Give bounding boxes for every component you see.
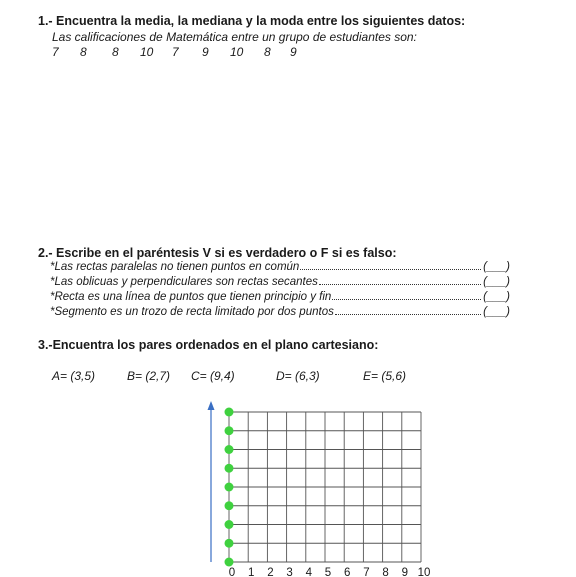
x-tick-label: 1 bbox=[247, 567, 255, 577]
statement-text: *Las oblicuas y perpendiculares son rectas secantes bbox=[50, 276, 318, 288]
statement-text: *Las rectas paralelas no tienen puntos en común bbox=[50, 261, 300, 273]
data-point bbox=[225, 408, 234, 417]
data-point bbox=[225, 445, 234, 454]
q2-title: 2.- Escribe en el paréntesis V si es verdadero o F si es falso: bbox=[38, 246, 397, 260]
answer-blank[interactable]: (___) bbox=[483, 276, 510, 288]
data-point bbox=[225, 483, 234, 492]
q1-subtitle: Las calificaciones de Matemática entre un grupo de estudiantes son: bbox=[52, 30, 417, 44]
statement-text: *Segmento es un trozo de recta limitado por dos puntos bbox=[50, 306, 334, 318]
x-tick-label: 9 bbox=[401, 567, 409, 577]
x-tick-label: 3 bbox=[286, 567, 293, 577]
answer-blank[interactable]: (___) bbox=[483, 261, 510, 273]
data-value: 10 bbox=[230, 45, 244, 59]
data-point bbox=[225, 539, 234, 548]
q1-title: 1.- Encuentra la media, la mediana y la moda entre los siguientes datos: bbox=[38, 14, 466, 28]
ordered-pair-d: D= (6,3) bbox=[276, 369, 320, 383]
answer-blank[interactable]: (___) bbox=[483, 306, 510, 318]
x-tick-label: 7 bbox=[363, 567, 370, 577]
data-value: 8 bbox=[112, 45, 119, 59]
data-value: 8 bbox=[80, 45, 87, 59]
ordered-pair-e: E= (5,6) bbox=[363, 369, 407, 383]
ordered-pair-a: A= (3,5) bbox=[52, 369, 96, 383]
data-value: 7 bbox=[52, 45, 59, 59]
data-point bbox=[225, 464, 234, 473]
data-point bbox=[225, 501, 234, 510]
data-value: 10 bbox=[140, 45, 154, 59]
data-value: 7 bbox=[172, 45, 179, 59]
statement-text: *Recta es una línea de puntos que tienen principio y fin bbox=[50, 291, 332, 303]
x-tick-label: 6 bbox=[343, 567, 351, 577]
x-tick-label: 4 bbox=[305, 567, 313, 577]
data-point bbox=[225, 558, 234, 567]
ordered-pair-c: C= (9,4) bbox=[191, 369, 235, 383]
answer-blank[interactable]: (___) bbox=[483, 291, 510, 303]
x-tick-label: 8 bbox=[382, 567, 389, 577]
y-axis-arrowhead bbox=[208, 401, 215, 410]
q3-title: 3.-Encuentra los pares ordenados en el plano cartesiano: bbox=[38, 338, 379, 352]
x-tick-label: 0 bbox=[228, 567, 236, 577]
data-point bbox=[225, 426, 234, 435]
x-tick-label: 2 bbox=[267, 567, 274, 577]
ordered-pair-b: B= (2,7) bbox=[127, 369, 171, 383]
x-tick-label: 5 bbox=[324, 567, 332, 577]
data-point bbox=[225, 520, 234, 529]
data-value: 9 bbox=[202, 45, 209, 59]
x-tick-label: 10 bbox=[417, 567, 431, 577]
data-value: 8 bbox=[264, 45, 271, 59]
data-value: 9 bbox=[290, 45, 297, 59]
